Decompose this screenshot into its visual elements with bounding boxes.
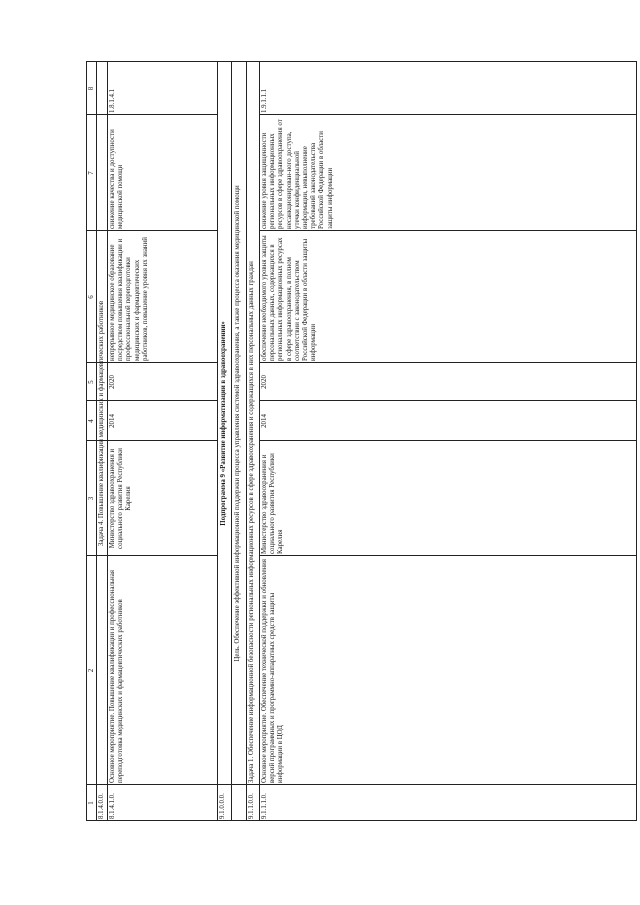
col-header-2: 2 <box>88 668 95 673</box>
col-header-1: 1 <box>88 801 95 805</box>
event2-consequence: снижение уровня защищенности региональных информационных ресурсов в сфере здравоохранения от несанкционирован-ного доступа, утечки конфиденциальной информации, невыполнение требований законодательства Российской Федерации в области защиты информации <box>261 119 334 229</box>
task1-title: Задача 1. Обеспечение информационной безопасности региональных информационных ресурсов в сфере здравоохранения и содержащихся в них персональных данных граждан <box>248 261 255 783</box>
col-header-3: 3 <box>88 496 95 501</box>
goal-text: Цель. Обеспечение эффективной информационной поддержки процесса управления системой здравоохранения, а также процесса оказания медицинской помощи <box>234 185 241 662</box>
task1-code: 9.1.1.0.0. <box>248 793 255 819</box>
event2-name: Основное мероприятие. Обеспечение технической поддержки и обновления версий программных и программно-аппаратных средств защиты информации в ЦОД <box>261 559 285 783</box>
event1-consequence: снижение качества и доступности медицинской помощи <box>109 129 125 229</box>
col-header-8: 8 <box>88 86 95 91</box>
event2-indicator: 1.9.1.1.1 <box>261 88 268 113</box>
col-header-5: 5 <box>88 380 95 384</box>
table-border-bottom <box>636 61 637 821</box>
event2-end: 2020 <box>261 375 268 389</box>
event1-code: 8.1.4.1.0. <box>109 793 116 819</box>
col-header-6: 6 <box>88 295 95 299</box>
sub9-code: 9.1.0.0.0. <box>219 793 226 819</box>
event1-executor: Министерство здравоохранения и социального развития Республики Карелия <box>109 448 133 549</box>
row-divider <box>217 61 218 821</box>
col-header-7: 7 <box>88 171 95 175</box>
event2-result: обеспечение необходимого уровня защиты персональных данных, содержащихся в региональных информационных ресурсах в сфере здравоохранения, в полном соответствии с законодательством Российской Федерации в области защиты информации <box>261 235 318 361</box>
row-divider <box>231 61 232 821</box>
event2-start: 2014 <box>261 414 268 428</box>
event1-indicator: 1.8.1.4.1 <box>109 88 116 113</box>
task4-code: 8.1.4.0.0. <box>98 793 105 819</box>
event1-name: Основное мероприятие. Повышение квалификации и профессиональная переподготовка медицинских и фармацевтических работников <box>109 570 125 783</box>
sub9-title: Подпрограмма 9 «Развитие информатизации в здравоохранении» <box>220 321 227 526</box>
rotated-table <box>86 61 636 821</box>
task4-title: Задача 4. Повышение квалификации медицинских и фармацевтических работников <box>98 300 105 547</box>
event1-end: 2020 <box>109 375 116 389</box>
event1-result: непрерывное медицинское образование посредством повышения квалификации и профессиональной переподготовки медицинских и фармацевтических работников, повышение уровня их знаний <box>109 237 149 361</box>
col-header-4: 4 <box>88 419 95 423</box>
event2-executor: Министерство здравоохранения и социального развития Республики Карелия <box>261 453 285 554</box>
event2-code: 9.1.1.1.0. <box>261 793 268 819</box>
event1-start: 2014 <box>109 414 116 428</box>
